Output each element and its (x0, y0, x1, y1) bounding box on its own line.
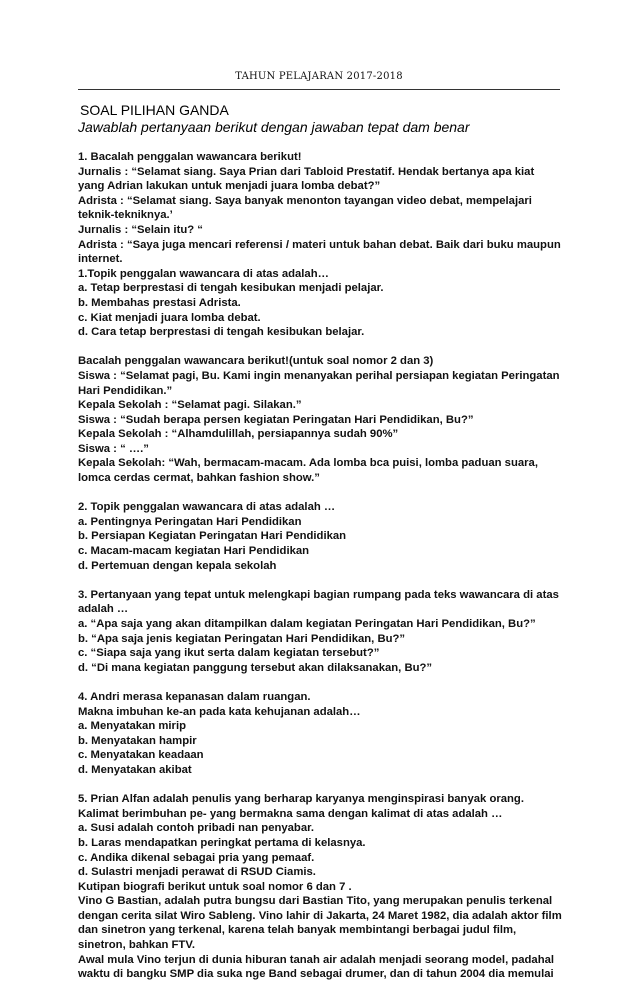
text-line: Jurnalis : “Selamat siang. Saya Prian dari Tabloid Prestatif. Hendak bertanya apa kiat (78, 165, 535, 178)
text-line: Hari Pendidikan.” (78, 384, 173, 397)
answer-option: a. Menyatakan mirip (78, 720, 186, 733)
answer-option: d. Sulastri menjadi perawat di RSUD Ciamis. (78, 866, 316, 879)
question-line: 3. Pertanyaan yang tepat untuk melengkapi bagian rumpang pada teks wawancara di atas (78, 588, 559, 601)
answer-option: c. Menyatakan keadaan (78, 749, 204, 762)
spacer (78, 778, 564, 793)
answer-option: b. “Apa saja jenis kegiatan Peringatan Hari Pendidikan, Bu?” (78, 632, 406, 645)
text-line: Adrista : “Selamat siang. Saya banyak menonton tayangan video debat, mempelajari (78, 194, 532, 207)
text-line: Siswa : “Selamat pagi, Bu. Kami ingin menanyakan perihal persiapan kegiatan Peringatan (78, 369, 560, 382)
spacer (78, 675, 564, 690)
text-line: Kepala Sekolah: “Wah, bermacam-macam. Ada lomba bca puisi, lomba paduan suara, (78, 457, 538, 470)
text-line: dan sinetron yang terkenal, karena telah banyak membintangi berbagai judul film, (78, 924, 517, 937)
text-line: Kepala Sekolah : “Alhamdulillah, persiapannya sudah 90%” (78, 428, 399, 441)
answer-option: c. Andika dikenal sebagai pria yang pemaaf. (78, 851, 315, 864)
text-line: teknik-tekniknya.’ (78, 209, 173, 222)
text-line: lomca cerdas cermat, bahkan fashion show.” (78, 472, 320, 485)
text-line: Awal mula Vino terjun di dunia hiburan tanah air adalah menjadi seorang model, padahal (78, 953, 555, 966)
question-line: adalah … (78, 603, 129, 616)
answer-option: c. “Siapa saja yang ikut serta dalam kegiatan tersebut?” (78, 647, 380, 660)
section-title: SOAL PILIHAN GANDA (80, 102, 229, 118)
text-line: sinetron, bahkan FTV. (78, 939, 195, 952)
text-line: Jurnalis : “Selain itu? “ (78, 223, 203, 236)
text-line: internet. (78, 253, 123, 266)
answer-option: d. “Di mana kegiatan panggung tersebut akan dilaksanakan, Bu?” (78, 661, 433, 674)
questions-body (78, 150, 564, 982)
text-line: Kepala Sekolah : “Selamat pagi. Silakan.” (78, 399, 302, 412)
answer-option: a. “Apa saja yang akan ditampilkan dalam kegiatan Peringatan Hari Pendidikan, Bu?” (78, 618, 536, 630)
text-line: Siswa : “Sudah berapa persen kegiatan Peringatan Hari Pendidikan, Bu?” (78, 413, 474, 426)
question-line: 1.Topik penggalan wawancara di atas adalah… (78, 267, 329, 280)
answer-option: a. Susi adalah contoh pribadi nan penyabar. (78, 822, 315, 835)
question-line: Kalimat berimbuhan pe- yang bermakna sama dengan kalimat di atas adalah … (78, 807, 503, 820)
answer-option: b. Menyatakan hampir (78, 734, 197, 747)
text-line: waktu di bangku SMP dia suka nge Band sebagai drumer, dan di tahun 2004 dia memulai (78, 968, 554, 981)
text-line: Kutipan biografi berikut untuk soal nomor 6 dan 7 . (78, 880, 352, 893)
answer-option: d. Pertemuan dengan kepala sekolah (78, 559, 277, 572)
text-line: dengan cerita silat Wiro Sableng. Vino lahir di Jakarta, 24 Maret 1982, dia adalah aktor film (78, 909, 562, 922)
text-line: yang Adrian lakukan untuk menjadi juara lomba debat?” (78, 180, 381, 193)
question-line: 5. Prian Alfan adalah penulis yang berharap karyanya menginspirasi banyak orang. (78, 793, 524, 806)
answer-option: a. Tetap berprestasi di tengah kesibukan menjadi pelajar. (78, 282, 384, 295)
answer-option: d. Cara tetap berprestasi di tengah kesibukan belajar. (78, 326, 365, 339)
section-instruction: Jawablah pertanyaan berikut dengan jawaban tepat dam benar (78, 119, 470, 135)
answer-option: c. Kiat menjadi juara lomba debat. (78, 311, 261, 324)
header-divider (78, 89, 560, 90)
question-line: Makna imbuhan ke-an pada kata kehujanan adalah… (78, 705, 361, 718)
text-line: Vino G Bastian, adalah putra bungsu dari Bastian Tito, yang merupakan penulis terkenal (78, 895, 553, 908)
question-line: 4. Andri merasa kepanasan dalam ruangan. (78, 690, 311, 703)
text-line: 1. Bacalah penggalan wawancara berikut! (78, 151, 302, 163)
page-header-year: TAHUN PELAJARAN 2017-2018 (235, 71, 403, 82)
answer-option: c. Macam-macam kegiatan Hari Pendidikan (78, 545, 310, 558)
answer-option: b. Membahas prestasi Adrista. (78, 296, 241, 309)
answer-option: b. Persiapan Kegiatan Peringatan Hari Pendidikan (78, 530, 347, 543)
text-line: Siswa : “ ….” (78, 442, 149, 455)
answer-option: d. Menyatakan akibat (78, 763, 192, 776)
text-line: Bacalah penggalan wawancara berikut!(untuk soal nomor 2 dan 3) (78, 355, 434, 368)
spacer (78, 486, 564, 501)
spacer (78, 340, 564, 355)
answer-option: a. Pentingnya Peringatan Hari Pendidikan (78, 515, 302, 528)
spacer (78, 573, 564, 588)
text-line: Adrista : “Saya juga mencari referensi / materi untuk bahan debat. Baik dari buku maupun (78, 238, 561, 251)
question-line: 2. Topik penggalan wawancara di atas adalah … (78, 501, 336, 514)
answer-option: b. Laras mendapatkan peringkat pertama di kelasnya. (78, 836, 366, 849)
